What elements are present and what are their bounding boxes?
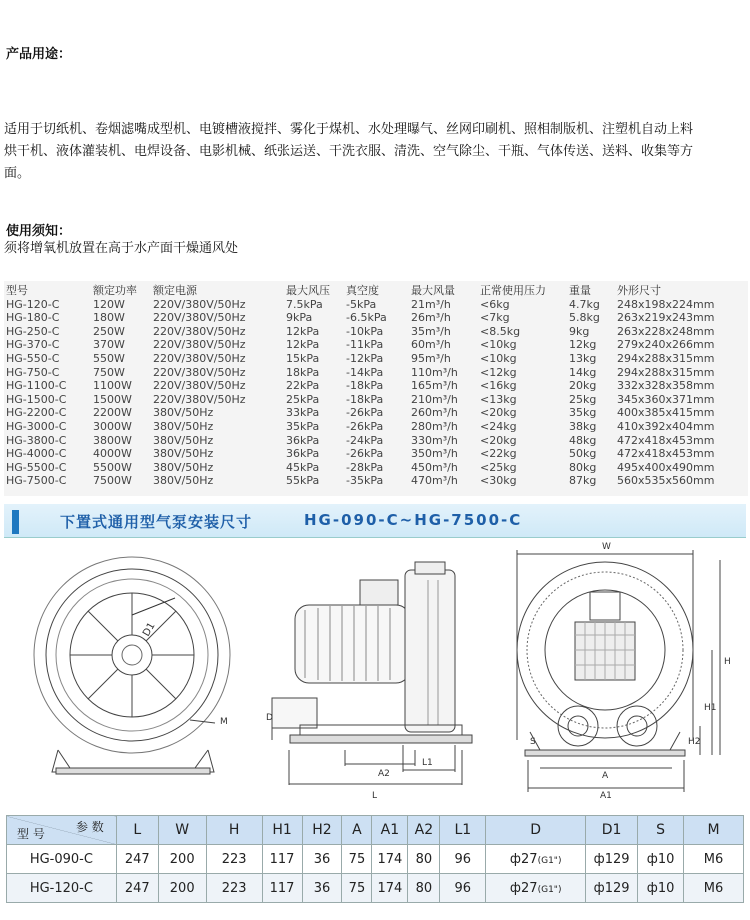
label-d1: D1 [141, 620, 158, 639]
spec-cell: 60m³/h [411, 338, 451, 352]
spec-cell: 50kg [569, 447, 597, 461]
spec-cell: HG-4000-C [6, 447, 67, 461]
spec-table-row [4, 447, 748, 461]
spec-cell: HG-750-C [6, 365, 60, 379]
spec-cell: 330m³/h [411, 433, 458, 447]
corner-model-label: 型 号 [17, 827, 45, 841]
spec-cell: -12kPa [346, 352, 384, 365]
label-m: M [220, 717, 228, 727]
spec-cell: 7.5kPa [286, 297, 323, 311]
spec-cell: 220V/380V/50Hz [153, 352, 246, 365]
banner-accent-bar [12, 510, 19, 534]
spec-cell: 380V/50Hz [153, 420, 214, 433]
spec-cell: HG-550-C [6, 352, 60, 365]
cell-a: 75 [342, 874, 372, 903]
label-a1: A1 [600, 791, 612, 801]
header-d1: D1 [586, 816, 638, 845]
spec-cell: HG-120-C [6, 297, 60, 311]
spec-cell: 294x288x315mm [617, 352, 715, 365]
cell-d-thread: (G1") [537, 884, 562, 895]
spec-cell: 21m³/h [411, 297, 451, 311]
usage-line-2: 烘干机、液体灌装机、电焊设备、电影机械、纸张运送、干洗衣服、清洗、空气除尘、干瓶、气体传送、送料、收集等方 [4, 144, 694, 159]
header-m: M [684, 816, 744, 845]
cell-l1: 96 [440, 874, 486, 903]
spec-cell: 25kPa [286, 392, 320, 406]
spec-cell: HG-3000-C [6, 420, 67, 433]
label-h1: H1 [704, 703, 717, 713]
spec-cell: 120W [93, 297, 125, 311]
spec-cell: -28kPa [346, 460, 384, 474]
spec-cell: 80kg [569, 460, 597, 474]
banner-model-range: HG-090-C~HG-7500-C [304, 511, 523, 529]
spec-cell: 180W [93, 311, 125, 325]
spec-header-cell: 正常使用压力 [480, 284, 546, 297]
spec-cell: 380V/50Hz [153, 474, 214, 488]
spec-cell: -26kPa [346, 406, 384, 420]
spec-header-cell: 型号 [6, 284, 28, 297]
spec-cell: 350m³/h [411, 447, 458, 461]
spec-table-row [4, 352, 748, 366]
usage-heading: 产品用途： [6, 47, 72, 62]
cell-h1: 117 [262, 845, 302, 874]
label-h: H [724, 657, 731, 667]
spec-cell: <10kg [480, 352, 517, 365]
spec-cell: 260m³/h [411, 406, 458, 420]
banner-title: 下置式通用型气泵安装尺寸 [60, 513, 253, 531]
label-a: A [602, 771, 609, 781]
spec-cell: <25kg [480, 460, 517, 474]
spec-cell: 26m³/h [411, 311, 451, 325]
spec-cell: 20kg [569, 379, 597, 393]
header-h1: H1 [262, 816, 302, 845]
cell-l: 247 [116, 874, 158, 903]
label-w: W [602, 542, 611, 552]
spec-cell: 380V/50Hz [153, 406, 214, 420]
cell-d [486, 845, 586, 874]
cell-h: 223 [206, 845, 262, 874]
spec-cell: 220V/380V/50Hz [153, 338, 246, 352]
spec-cell: -6.5kPa [346, 311, 387, 325]
spec-table-row [4, 474, 748, 488]
spec-cell: <20kg [480, 406, 517, 420]
spec-cell: 3800W [93, 433, 132, 447]
corner-cell [7, 816, 117, 845]
spec-cell: 210m³/h [411, 392, 458, 406]
spec-table-row [4, 420, 748, 434]
spec-cell: 35kg [569, 406, 597, 420]
spec-cell: 380V/50Hz [153, 433, 214, 447]
cell-a: 75 [342, 845, 372, 874]
header-a1: A1 [372, 816, 408, 845]
spec-cell: 33kPa [286, 406, 320, 420]
spec-cell: -26kPa [346, 447, 384, 461]
cell-d-value: ф27 [509, 880, 538, 896]
spec-cell: HG-7500-C [6, 474, 67, 488]
spec-header-cell: 额定功率 [93, 284, 137, 297]
spec-cell: 55kPa [286, 474, 320, 488]
spec-cell: 36kPa [286, 433, 320, 447]
spec-cell: <7kg [480, 311, 510, 325]
rear-view-drawing [517, 550, 720, 792]
spec-cell: 550W [93, 352, 125, 365]
spec-cell: 22kPa [286, 379, 320, 393]
spec-table [4, 281, 748, 496]
spec-cell: 48kg [569, 433, 597, 447]
spec-cell: 25kg [569, 392, 597, 406]
header-l: L [116, 816, 158, 845]
cell-h2: 36 [302, 874, 342, 903]
spec-table-row [4, 461, 748, 475]
spec-cell: -24kPa [346, 433, 384, 447]
spec-cell: 220V/380V/50Hz [153, 392, 246, 406]
spec-header-cell: 外形尺寸 [617, 284, 661, 297]
spec-cell: 7500W [93, 474, 132, 488]
cell-a2: 80 [408, 874, 440, 903]
usage-text [4, 119, 746, 185]
label-l: L [372, 791, 378, 801]
cell-model: HG-120-C [7, 874, 117, 903]
cell-w: 200 [158, 874, 206, 903]
header-l1: L1 [440, 816, 486, 845]
label-d: D [266, 713, 273, 723]
cell-d [486, 874, 586, 903]
spec-cell: <13kg [480, 392, 517, 406]
spec-cell: HG-250-C [6, 324, 60, 338]
label-a2: A2 [378, 769, 390, 779]
label-s: S [530, 737, 536, 747]
table-row [7, 845, 744, 874]
spec-cell: 4.7kg [569, 297, 600, 311]
label-h2: H2 [688, 737, 701, 747]
spec-cell: <24kg [480, 420, 517, 433]
dimension-table [6, 815, 744, 903]
spec-cell: <22kg [480, 447, 517, 461]
spec-cell: <8.5kg [480, 324, 521, 338]
spec-table-row [4, 434, 748, 448]
cell-h1: 117 [262, 874, 302, 903]
spec-cell: 5500W [93, 460, 132, 474]
spec-table-row [4, 366, 748, 380]
spec-cell: 345x360x371mm [617, 392, 715, 406]
spec-cell: 263x219x243mm [617, 311, 715, 325]
spec-cell: 110m³/h [411, 365, 458, 379]
spec-cell: 450m³/h [411, 460, 458, 474]
spec-header-cell: 最大风压 [286, 284, 330, 297]
spec-cell: 95m³/h [411, 352, 451, 365]
spec-cell: HG-5500-C [6, 460, 67, 474]
spec-cell: 220V/380V/50Hz [153, 324, 246, 338]
spec-cell: -18kPa [346, 392, 384, 406]
spec-cell: -14kPa [346, 365, 384, 379]
spec-header-cell: 额定电源 [153, 284, 197, 297]
cell-d1: ф129 [586, 874, 638, 903]
spec-cell: 1100W [93, 379, 132, 393]
spec-cell: 1500W [93, 392, 132, 406]
spec-cell: 220V/380V/50Hz [153, 311, 246, 325]
cell-a2: 80 [408, 845, 440, 874]
cell-m: M6 [684, 874, 744, 903]
header-s: S [638, 816, 684, 845]
cell-s: ф10 [638, 845, 684, 874]
spec-cell: -10kPa [346, 324, 384, 338]
spec-cell: HG-1100-C [6, 379, 67, 393]
header-a2: A2 [408, 816, 440, 845]
spec-cell: 12kg [569, 338, 597, 352]
spec-header-cell: 真空度 [346, 284, 379, 297]
spec-cell: 263x228x248mm [617, 324, 715, 338]
spec-table-row [4, 379, 748, 393]
spec-cell: <20kg [480, 433, 517, 447]
spec-cell: <30kg [480, 474, 517, 488]
spec-cell: 2200W [93, 406, 132, 420]
spec-cell: 12kPa [286, 338, 320, 352]
cell-s: ф10 [638, 874, 684, 903]
spec-cell: 750W [93, 365, 125, 379]
spec-cell: -11kPa [346, 338, 384, 352]
spec-cell: 472x418x453mm [617, 433, 715, 447]
spec-cell: 280m³/h [411, 420, 458, 433]
spec-cell: 220V/380V/50Hz [153, 297, 246, 311]
spec-cell: <6kg [480, 297, 510, 311]
spec-cell: 5.8kg [569, 311, 600, 325]
spec-cell: 250W [93, 324, 125, 338]
cell-d-thread: (G1") [537, 855, 562, 866]
technical-drawings [0, 540, 750, 815]
cell-h: 223 [206, 874, 262, 903]
notice-heading: 使用须知： [6, 224, 72, 239]
cell-d-value: ф27 [509, 851, 538, 867]
cell-a1: 174 [372, 845, 408, 874]
usage-line-3: 面。 [4, 166, 31, 181]
spec-cell: 470m³/h [411, 474, 458, 488]
cell-d1: ф129 [586, 845, 638, 874]
spec-cell: 220V/380V/50Hz [153, 365, 246, 379]
spec-table-row [4, 406, 748, 420]
spec-cell: 495x400x490mm [617, 460, 715, 474]
header-h2: H2 [302, 816, 342, 845]
spec-cell: 35kPa [286, 420, 320, 433]
spec-cell: 400x385x415mm [617, 406, 715, 420]
notice-text: 须将增氧机放置在高于水产面干燥通风处 [4, 241, 239, 256]
spec-cell: 248x198x224mm [617, 297, 715, 311]
cell-w: 200 [158, 845, 206, 874]
side-view-drawing [272, 562, 472, 785]
spec-table-row [4, 298, 748, 312]
cell-a1: 174 [372, 874, 408, 903]
spec-cell: HG-2200-C [6, 406, 67, 420]
spec-cell: HG-3800-C [6, 433, 67, 447]
spec-cell: -26kPa [346, 420, 384, 433]
cell-model: HG-090-C [7, 845, 117, 874]
spec-cell: 380V/50Hz [153, 460, 214, 474]
usage-line-1: 适用于切纸机、卷烟滤嘴成型机、电镀槽液搅拌、雾化于煤机、水处理曝气、丝网印刷机、照相制版机、注塑机自动上料 [4, 122, 694, 137]
spec-cell: 4000W [93, 447, 132, 461]
cell-h2: 36 [302, 845, 342, 874]
spec-cell: <10kg [480, 338, 517, 352]
spec-table-row [4, 393, 748, 407]
spec-cell: 12kPa [286, 324, 320, 338]
spec-cell: 472x418x453mm [617, 447, 715, 461]
header-d: D [486, 816, 586, 845]
spec-cell: 15kPa [286, 352, 320, 365]
spec-cell: 87kg [569, 474, 597, 488]
spec-cell: -35kPa [346, 474, 384, 488]
spec-cell: 13kg [569, 352, 597, 365]
spec-cell: 220V/380V/50Hz [153, 379, 246, 393]
spec-table-row [4, 338, 748, 352]
header-a: A [342, 816, 372, 845]
spec-cell: -5kPa [346, 297, 377, 311]
spec-cell: 3000W [93, 420, 132, 433]
spec-table-header [4, 284, 748, 298]
spec-cell: 14kg [569, 365, 597, 379]
cell-l1: 96 [440, 845, 486, 874]
spec-table-row [4, 325, 748, 339]
spec-cell: 45kPa [286, 460, 320, 474]
spec-cell: 380V/50Hz [153, 447, 214, 461]
spec-cell: 9kg [569, 324, 590, 338]
spec-cell: 38kg [569, 420, 597, 433]
spec-cell: 410x392x404mm [617, 420, 715, 433]
spec-cell: HG-370-C [6, 338, 60, 352]
spec-cell: 332x328x358mm [617, 379, 715, 393]
spec-cell: 560x535x560mm [617, 474, 715, 488]
header-h: H [206, 816, 262, 845]
header-w: W [158, 816, 206, 845]
spec-cell: HG-180-C [6, 311, 60, 325]
spec-header-cell: 最大风量 [411, 284, 455, 297]
front-view-drawing [34, 557, 230, 774]
spec-table-row [4, 311, 748, 325]
table-row [7, 874, 744, 903]
spec-cell: 9kPa [286, 311, 313, 325]
spec-header-cell: 重量 [569, 284, 591, 297]
spec-cell: <12kg [480, 365, 517, 379]
install-dimension-banner [4, 504, 746, 538]
dimension-table-header [7, 816, 744, 845]
cell-l: 247 [116, 845, 158, 874]
spec-cell: -18kPa [346, 379, 384, 393]
cell-m: M6 [684, 845, 744, 874]
spec-cell: HG-1500-C [6, 392, 67, 406]
spec-cell: 294x288x315mm [617, 365, 715, 379]
spec-cell: 370W [93, 338, 125, 352]
spec-cell: 36kPa [286, 447, 320, 461]
spec-cell: <16kg [480, 379, 517, 393]
corner-param-label: 参 数 [75, 820, 104, 834]
spec-cell: 279x240x266mm [617, 338, 715, 352]
spec-cell: 35m³/h [411, 324, 451, 338]
label-l1: L1 [422, 758, 433, 768]
spec-cell: 165m³/h [411, 379, 458, 393]
spec-cell: 18kPa [286, 365, 320, 379]
